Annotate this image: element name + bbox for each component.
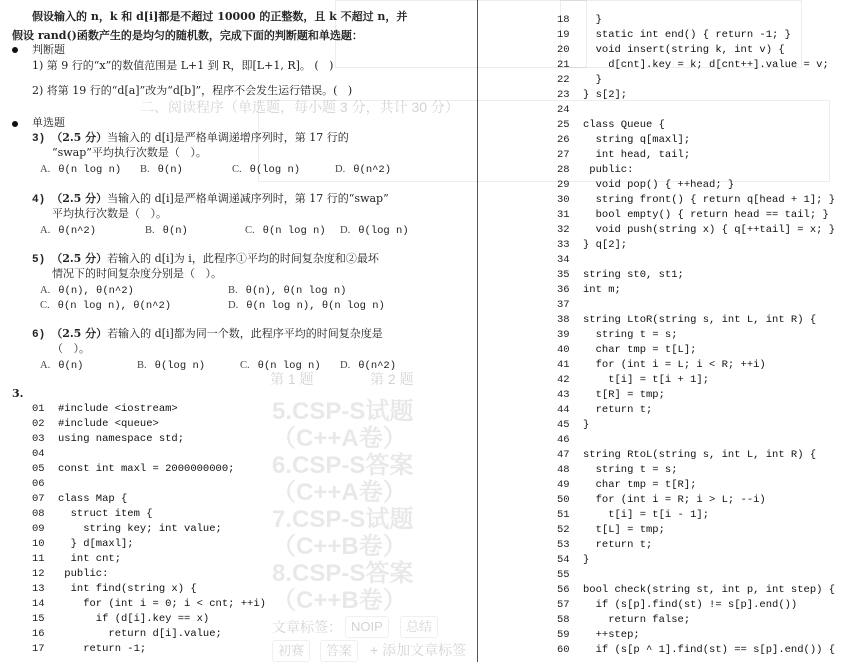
line-number: 11 [32, 553, 45, 565]
code-line [32, 597, 266, 612]
faint-tag[interactable]: 答案 [320, 640, 358, 662]
line-number: 01 [32, 403, 45, 415]
question-score: （2.5 分） [51, 131, 108, 144]
code-line [557, 313, 835, 328]
line-number: 37 [557, 299, 570, 311]
line-number: 53 [557, 539, 570, 551]
option[interactable] [340, 358, 396, 373]
option-letter: D. [228, 300, 239, 311]
question-num: 5) [32, 254, 46, 266]
line-number: 52 [557, 524, 570, 536]
option-value: θ(n), θ(n log n) [245, 285, 347, 297]
question-num: 3) [32, 133, 46, 145]
code-line [557, 238, 835, 253]
option-letter: C. [40, 300, 50, 311]
option-letter: D. [335, 164, 346, 175]
option-value: θ(n), θ(n^2) [58, 285, 134, 297]
line-number: 47 [557, 449, 570, 461]
code-text: } d[maxl]; [58, 538, 134, 550]
faint-tag[interactable]: 总结 [400, 616, 438, 638]
code-line [557, 223, 835, 238]
code-line [557, 373, 835, 388]
line-number: 18 [557, 14, 570, 26]
code-line [32, 477, 266, 492]
code-text: string t = s; [583, 329, 678, 341]
line-number: 42 [557, 374, 570, 386]
option-value: θ(n log n), θ(n log n) [246, 300, 385, 312]
option-letter: C. [240, 360, 250, 371]
question-num: 6) [32, 329, 46, 341]
faint-tag[interactable]: NOIP [345, 616, 389, 638]
option-letter: A. [40, 360, 51, 371]
line-number: 33 [557, 239, 570, 251]
code-line [557, 133, 835, 148]
code-text: static int end() { return -1; } [583, 29, 791, 41]
option-value: θ(n) [157, 164, 183, 176]
code-line [557, 613, 835, 628]
code-text: class Queue { [583, 119, 665, 131]
code-line [32, 567, 266, 582]
question-line-2: 平均执行次数是（ ）。 [52, 207, 167, 220]
code-text: string RtoL(string s, int L, int R) { [583, 449, 817, 461]
code-text: t[L] = tmp; [583, 524, 665, 536]
code-line [32, 417, 266, 432]
option[interactable] [232, 162, 300, 177]
code-line [32, 507, 266, 522]
code-text: bool check(string st, int p, int step) { [583, 584, 836, 596]
code-line [557, 268, 835, 283]
line-number: 35 [557, 269, 570, 281]
judge-heading: 判断题 [32, 43, 65, 56]
code-line [557, 283, 835, 298]
code-text: int head, tail; [583, 149, 691, 161]
code-line [557, 328, 835, 343]
question-line-2: “swap”平均执行次数是（ ）。 [52, 146, 207, 159]
line-number: 30 [557, 194, 570, 206]
column-divider [477, 0, 478, 662]
code-line [557, 178, 835, 193]
code-line [32, 582, 266, 597]
line-number: 55 [557, 569, 570, 581]
line-number: 22 [557, 74, 570, 86]
option-value: θ(n log n), θ(n^2) [57, 300, 172, 312]
line-number: 23 [557, 89, 570, 101]
code-line [557, 643, 835, 658]
code-line [557, 418, 835, 433]
code-line [557, 433, 835, 448]
line-number: 31 [557, 209, 570, 221]
watermark: 5.CSP-S试题（C++A卷） [272, 398, 414, 452]
option[interactable] [240, 358, 321, 373]
code-line [557, 118, 835, 133]
option-letter: C. [245, 225, 255, 236]
question-line-1 [32, 192, 389, 207]
code-line [32, 627, 266, 642]
option[interactable] [140, 162, 183, 177]
option-letter: A. [40, 285, 51, 296]
code-line [557, 493, 835, 508]
line-number: 17 [32, 643, 45, 655]
code-line [32, 612, 266, 627]
code-line [557, 28, 835, 43]
code-line [32, 447, 266, 462]
faint-add-tag-button[interactable]: + 添加文章标签 [370, 642, 467, 658]
question-score: （2.5 分） [51, 327, 108, 340]
code-line [557, 193, 835, 208]
faint-section-title: 二、阅读程序（单选题，每小题 3 分，共计 30 分） [140, 99, 459, 115]
judge-question-1: 1) 第 9 行的“x”的数值范围是 L+1 到 R，即[L+1, R]。 ( ) [32, 59, 334, 72]
code-text: } [583, 554, 590, 566]
line-number: 28 [557, 164, 570, 176]
line-number: 45 [557, 419, 570, 431]
code-line [32, 402, 266, 417]
option[interactable] [40, 298, 171, 313]
line-number: 54 [557, 554, 570, 566]
line-number: 26 [557, 134, 570, 146]
option-value: θ(n log n) [257, 360, 321, 372]
line-number: 44 [557, 404, 570, 416]
faint-tag[interactable]: 初赛 [272, 640, 310, 662]
question-line-2: 情况下的时间复杂度分别是（ ）。 [52, 267, 222, 280]
option-letter: B. [137, 360, 147, 371]
code-line [557, 43, 835, 58]
option[interactable] [228, 298, 385, 313]
option-value: θ(n^2) [358, 360, 397, 372]
code-listing-right [557, 13, 835, 658]
option-letter: C. [232, 164, 242, 175]
line-number: 14 [32, 598, 45, 610]
line-number: 46 [557, 434, 570, 446]
intro-line-1: 假设输入的 n，k 和 d[i]都是不超过 10000 的正整数，且 k 不超过 n，并 [32, 10, 408, 23]
intro-line-2: 假设 rand()函数产生的是均匀的随机数，完成下面的判断题和单选题： [12, 29, 363, 42]
question-text1: 当输入的 d[i]是严格单调递增序列时，第 17 行的 [107, 131, 349, 144]
code-line [557, 163, 835, 178]
code-text: char tmp = t[R]; [583, 479, 697, 491]
code-text: string q[maxl]; [583, 134, 691, 146]
line-number: 40 [557, 344, 570, 356]
option-value: θ(n^2) [58, 225, 97, 237]
code-line [32, 537, 266, 552]
option[interactable] [335, 162, 391, 177]
code-line [557, 508, 835, 523]
code-text: if (s[p].find(st) != s[p].end()) [583, 599, 798, 611]
line-number: 43 [557, 389, 570, 401]
code-text: return -1; [58, 643, 147, 655]
line-number: 50 [557, 494, 570, 506]
code-text: if (d[i].key == x) [58, 613, 210, 625]
code-line [557, 148, 835, 163]
option-value: θ(log n) [154, 360, 206, 372]
question-score: （2.5 分） [51, 192, 108, 205]
code-text: char tmp = t[L]; [583, 344, 697, 356]
code-text: public: [58, 568, 109, 580]
option[interactable] [40, 283, 134, 298]
question-text1: 若输入的 d[i]都为同一个数，此程序平均的时间复杂度是 [107, 327, 383, 340]
line-number: 59 [557, 629, 570, 641]
code-line [557, 58, 835, 73]
faint-table-header: 第 2 题 [370, 371, 414, 387]
line-number: 60 [557, 644, 570, 656]
option-value: θ(n^2) [353, 164, 392, 176]
code-text: struct item { [58, 508, 153, 520]
line-number: 09 [32, 523, 45, 535]
faint-tags-label: 文章标签： [272, 619, 342, 635]
code-text: int find(string x) { [58, 583, 197, 595]
code-text: class Map { [58, 493, 128, 505]
line-number: 05 [32, 463, 45, 475]
code-text: public: [583, 164, 634, 176]
line-number: 51 [557, 509, 570, 521]
line-number: 39 [557, 329, 570, 341]
code-text: string t = s; [583, 464, 678, 476]
question-text1: 若输入的 d[i]为 i，此程序①平均的时间复杂度和②最坏 [107, 252, 379, 265]
code-text: string key; int value; [58, 523, 222, 535]
line-number: 27 [557, 149, 570, 161]
line-number: 57 [557, 599, 570, 611]
code-text: string st0, st1; [583, 269, 684, 281]
code-text: using namespace std; [58, 433, 185, 445]
code-text: string LtoR(string s, int L, int R) { [583, 314, 817, 326]
code-line [557, 523, 835, 538]
code-line [557, 103, 835, 118]
option-value: θ(n) [162, 225, 188, 237]
line-number: 38 [557, 314, 570, 326]
option-letter: B. [145, 225, 155, 236]
code-line [557, 553, 835, 568]
code-text: return t; [583, 404, 653, 416]
code-text: int cnt; [58, 553, 122, 565]
choice-heading: 单选题 [32, 116, 65, 129]
line-number: 49 [557, 479, 570, 491]
option[interactable] [245, 223, 326, 238]
line-number: 19 [557, 29, 570, 41]
code-text: int m; [583, 284, 621, 296]
line-number: 36 [557, 284, 570, 296]
question-line-1 [32, 252, 379, 267]
code-line [557, 388, 835, 403]
code-line [557, 583, 835, 598]
line-number: 29 [557, 179, 570, 191]
option-value: θ(n) [58, 360, 84, 372]
option-value: θ(n log n) [262, 225, 326, 237]
code-text: #include <queue> [58, 418, 159, 430]
code-text: return t; [583, 539, 653, 551]
code-line [557, 208, 835, 223]
code-line [32, 522, 266, 537]
code-line [32, 432, 266, 447]
option[interactable] [40, 162, 121, 177]
question-num: 4) [32, 194, 46, 206]
code-text: for (int i = 0; i < cnt; ++i) [58, 598, 266, 610]
code-listing-left [32, 402, 266, 657]
bullet-icon [12, 47, 18, 53]
question-line-1 [32, 327, 383, 342]
faint-table-header: 第 1 题 [270, 371, 314, 387]
code-line [557, 448, 835, 463]
code-line [557, 298, 835, 313]
code-line [557, 343, 835, 358]
code-line [32, 492, 266, 507]
section-3-label: 3. [12, 387, 24, 400]
code-line [32, 642, 266, 657]
line-number: 03 [32, 433, 45, 445]
line-number: 20 [557, 44, 570, 56]
line-number: 12 [32, 568, 45, 580]
line-number: 21 [557, 59, 570, 71]
watermark: 6.CSP-S答案（C++A卷） [272, 452, 414, 506]
option-letter: D. [340, 360, 351, 371]
watermark: 8.CSP-S答案（C++B卷） [272, 560, 414, 614]
question-line-1 [32, 131, 349, 146]
line-number: 15 [32, 613, 45, 625]
question-line-2: （ ）。 [52, 342, 90, 355]
option-letter: B. [228, 285, 238, 296]
option-letter: D. [340, 225, 351, 236]
code-text: if (s[p ^ 1].find(st) == s[p].end()) { [583, 644, 836, 656]
code-text: for (int i = L; i < R; ++i) [583, 359, 766, 371]
line-number: 56 [557, 584, 570, 596]
option-value: θ(n log n) [58, 164, 122, 176]
code-text: for (int i = R; i > L; --i) [583, 494, 766, 506]
option-value: θ(log n) [358, 225, 409, 237]
code-text: const int maxl = 2000000000; [58, 463, 235, 475]
code-line [557, 478, 835, 493]
code-text: } [583, 14, 602, 26]
code-text: t[i] = t[i + 1]; [583, 374, 710, 386]
option-value: θ(log n) [249, 164, 301, 176]
code-line [32, 552, 266, 567]
question-score: （2.5 分） [51, 252, 108, 265]
code-line [557, 358, 835, 373]
option[interactable] [340, 223, 409, 238]
line-number: 32 [557, 224, 570, 236]
code-line [557, 403, 835, 418]
option[interactable] [145, 223, 188, 238]
code-text: } s[2]; [583, 89, 628, 101]
watermark: 7.CSP-S试题（C++B卷） [272, 506, 414, 560]
judge-question-2: 2) 将第 19 行的“d[a]”改为“d[b]”，程序不会发生运行错误。( ) [32, 84, 353, 97]
code-text: d[cnt].key = k; d[cnt++].value = v; [583, 59, 829, 71]
code-line [557, 13, 835, 28]
option[interactable] [137, 358, 205, 373]
line-number: 10 [32, 538, 45, 550]
question-text1: 当输入的 d[i]是严格单调递减序列时，第 17 行的“swap” [107, 192, 389, 205]
line-number: 02 [32, 418, 45, 430]
code-line [557, 598, 835, 613]
code-text: t[R] = tmp; [583, 389, 665, 401]
code-line [557, 73, 835, 88]
code-line [557, 568, 835, 583]
code-line [557, 463, 835, 478]
code-text: return false; [583, 614, 691, 626]
line-number: 13 [32, 583, 45, 595]
option[interactable] [40, 223, 96, 238]
code-text: void insert(string k, int v) { [583, 44, 785, 56]
code-text: return d[i].value; [58, 628, 222, 640]
option-letter: B. [140, 164, 150, 175]
code-text: #include <iostream> [58, 403, 178, 415]
code-text: } [583, 74, 602, 86]
code-line [557, 88, 835, 103]
line-number: 41 [557, 359, 570, 371]
option[interactable] [228, 283, 346, 298]
code-text: } [583, 419, 590, 431]
code-text: } q[2]; [583, 239, 628, 251]
code-line [557, 253, 835, 268]
code-line [557, 538, 835, 553]
bullet-icon [12, 121, 18, 127]
line-number: 07 [32, 493, 45, 505]
line-number: 24 [557, 104, 570, 116]
code-text: bool empty() { return head == tail; } [583, 209, 829, 221]
code-text: void push(string x) { q[++tail] = x; } [583, 224, 836, 236]
code-line [557, 628, 835, 643]
option[interactable] [40, 358, 83, 373]
code-text: ++step; [583, 629, 640, 641]
line-number: 48 [557, 464, 570, 476]
line-number: 04 [32, 448, 45, 460]
code-text: string front() { return q[head + 1]; } [583, 194, 836, 206]
code-text: t[i] = t[i - 1]; [583, 509, 710, 521]
line-number: 06 [32, 478, 45, 490]
option-letter: A. [40, 225, 51, 236]
option-letter: A. [40, 164, 51, 175]
line-number: 58 [557, 614, 570, 626]
line-number: 34 [557, 254, 570, 266]
line-number: 25 [557, 119, 570, 131]
code-line [32, 462, 266, 477]
code-text: void pop() { ++head; } [583, 179, 735, 191]
line-number: 16 [32, 628, 45, 640]
line-number: 08 [32, 508, 45, 520]
